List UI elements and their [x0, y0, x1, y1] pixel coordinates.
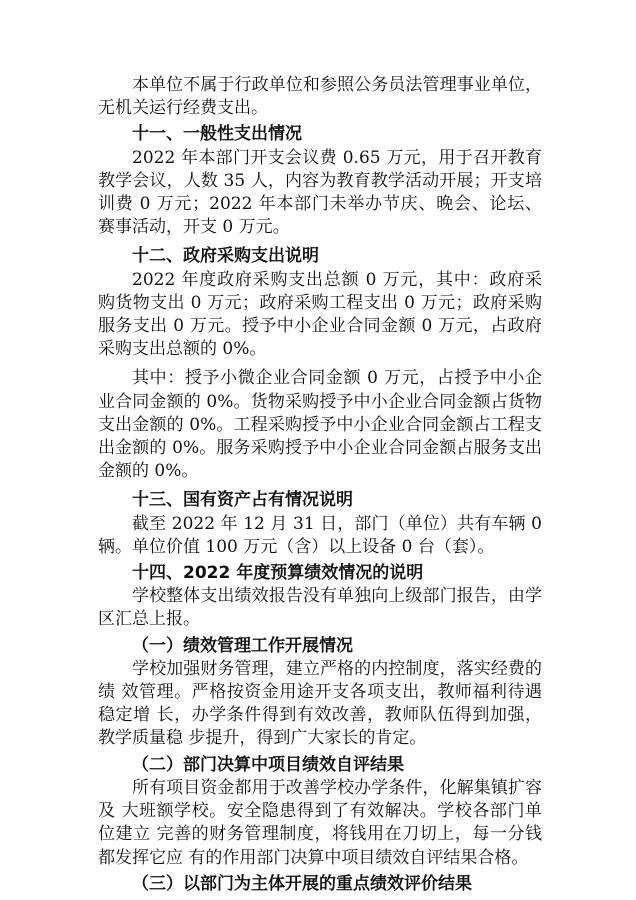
- paragraph-performance-management: 学校加强财务管理，建立严格的内控制度，落实经费的绩 效管理。严格按资金用途开支各项支出，教师福利待遇稳定增 长，办学条件得到有效改善，教师队伍得到加强，教学质量稳 步提升，得到广大家长的肯定。: [98, 658, 542, 749]
- paragraph-state-assets: 截至 2022 年 12 月 31 日，部门（单位）共有车辆 0 辆。单位价值 100 万元（含）以上设备 0 台（套）。: [98, 513, 542, 557]
- paragraph-performance-report: 学校整体支出绩效报告没有单独向上级部门报告，由学区汇总上报。: [98, 586, 542, 630]
- heading-general-expense: 十一、一般性支出情况: [132, 124, 302, 145]
- paragraph-procurement-total: 2022 年度政府采购支出总额 0 万元，其中：政府采购货物支出 0 万元；政府采购工程支出 0 万元；政府采购服务支出 0 万元。授予中小企业合同金额 0 万元，占政府采购支出总额的 0%。: [98, 269, 542, 360]
- heading-state-assets: 十三、国有资产占有情况说明: [132, 490, 353, 511]
- heading-government-procurement: 十二、政府采购支出说明: [132, 246, 319, 267]
- subheading-key-performance-results: （三）以部门为主体开展的重点绩效评价结果: [132, 873, 472, 894]
- paragraph-project-self-evaluation: 所有项目资金都用于改善学校办学条件，化解集镇扩容及 大班额学校。安全隐患得到了有效解决。学校各部门单位建立 完善的财务管理制度，将钱用在刀切上，每一分钱都发挥它应 有的作用部门决算中项目绩效自评结果合格。: [98, 777, 542, 868]
- subheading-project-self-evaluation: （二）部门决算中项目绩效自评结果: [132, 754, 404, 775]
- paragraph-admin-expense: 本单位不属于行政单位和参照公务员法管理事业单位，无机关运行经费支出。: [98, 75, 542, 119]
- paragraph-procurement-sme: 其中：授予小微企业合同金额 0 万元，占授予中小企业合同金额的 0%。货物采购授予中小企业合同金额占货物支出金额的 0%。工程采购授予中小企业合同金额占工程支出金额的 0%。服务采购授予中小企业合同金额占服务支出金额的 0%。: [98, 368, 542, 482]
- paragraph-general-expense: 2022 年本部门开支会议费 0.65 万元，用于召开教育教学会议，人数 35 人，内容为教育教学活动开展；开支培训费 0 万元；2022 年本部门未举办节庆、晚会、论坛、赛事活动，开支 0 万元。: [98, 147, 542, 238]
- heading-budget-performance: 十四、2022 年度预算绩效情况的说明: [132, 563, 424, 584]
- subheading-performance-management: （一）绩效管理工作开展情况: [132, 635, 353, 656]
